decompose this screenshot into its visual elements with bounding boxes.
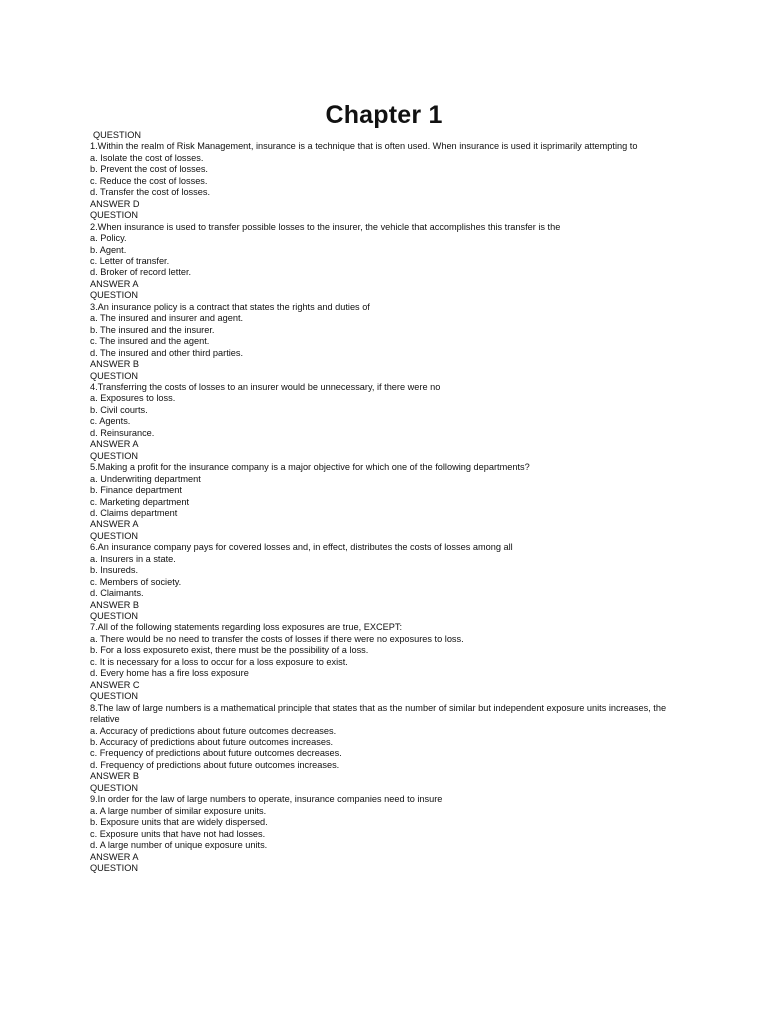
question-header: QUESTION [90, 450, 138, 461]
chapter-title: Chapter 1 [325, 101, 443, 129]
answer-option-c: c. Marketing department [90, 496, 190, 507]
answer-option-b: b. Civil courts. [90, 404, 148, 415]
question-stem: 3.An insurance policy is a contract that states the rights and duties of [90, 301, 370, 312]
question-header: QUESTION [90, 691, 138, 702]
question-block [90, 611, 690, 691]
question-header: QUESTION [90, 530, 138, 541]
answer-option-c: c. Members of society. [90, 576, 182, 587]
answer-option-b: b. Prevent the cost of losses. [90, 164, 208, 175]
answer-option-d: d. Claims department [90, 507, 178, 518]
question-block [90, 290, 690, 370]
question-block [90, 451, 690, 531]
answer-option-a: a. Isolate the cost of losses. [90, 152, 204, 163]
question-block [90, 371, 690, 451]
answer-option-d: d. A large number of unique exposure units. [90, 840, 268, 851]
answer-key: ANSWER A [90, 519, 139, 530]
question-header: QUESTION [90, 210, 138, 221]
answer-option-b: b. Exposure units that are widely dispersed. [90, 817, 268, 828]
answer-option-b: b. Insureds. [90, 565, 139, 576]
question-stem: 8.The law of large numbers is a mathematical principle that states that as the number of similar but independent exposure units increases, the relative [90, 702, 667, 725]
question-header: QUESTION [93, 130, 141, 140]
answer-key: ANSWER B [90, 599, 140, 610]
answer-key: ANSWER B [90, 771, 140, 782]
question-header: QUESTION [90, 782, 138, 793]
answer-option-d: d. Frequency of predictions about future outcomes increases. [90, 759, 340, 770]
answer-option-b: b. For a loss exposureto exist, there must be the possibility of a loss. [90, 645, 369, 656]
answer-key: ANSWER A [90, 439, 139, 450]
answer-option-d: d. Broker of record letter. [90, 267, 192, 278]
answer-option-a: a. Exposures to loss. [90, 393, 176, 404]
answer-key: ANSWER A [90, 278, 139, 289]
question-stem: 4.Transferring the costs of losses to an insurer would be unnecessary, if there were no [90, 381, 441, 392]
answer-key: ANSWER B [90, 359, 140, 370]
answer-option-a: a. Policy. [90, 233, 127, 244]
question-list [90, 130, 690, 874]
answer-option-c: c. Letter of transfer. [90, 255, 170, 266]
question-header: QUESTION [90, 290, 138, 301]
answer-option-a: a. Underwriting department [90, 473, 201, 484]
answer-option-d: d. The insured and other third parties. [90, 347, 244, 358]
answer-option-c: c. Agents. [90, 416, 131, 427]
answer-option-a: a. There would be no need to transfer the costs of losses if there were no exposures to loss. [90, 633, 464, 644]
answer-key: ANSWER C [90, 679, 140, 690]
answer-option-a: a. Accuracy of predictions about future outcomes decreases. [90, 725, 337, 736]
question-header: QUESTION [90, 611, 138, 622]
question-stem: 1.Within the realm of Risk Management, insurance is a technique that is often used. When insurance is used it isprimarily attempting to [90, 141, 638, 152]
question-block [90, 210, 690, 290]
answer-option-c: c. Reduce the cost of losses. [90, 175, 208, 186]
answer-option-c: c. Frequency of predictions about future outcomes decreases. [90, 748, 342, 759]
question-stem: 5.Making a profit for the insurance company is a major objective for which one of the following departments? [90, 462, 530, 473]
answer-option-c: c. It is necessary for a loss to occur for a loss exposure to exist. [90, 656, 348, 667]
answer-option-d: d. Every home has a fire loss exposure [90, 668, 249, 679]
answer-option-b: b. The insured and the insurer. [90, 324, 215, 335]
question-block [90, 130, 690, 210]
question-stem: 6.An insurance company pays for covered losses and, in effect, distributes the costs of losses among all [90, 542, 513, 553]
answer-option-c: c. The insured and the agent. [90, 336, 210, 347]
question-block [90, 783, 690, 863]
answer-option-a: a. The insured and insurer and agent. [90, 313, 244, 324]
answer-option-b: b. Accuracy of predictions about future outcomes increases. [90, 737, 334, 748]
question-header: QUESTION [90, 370, 138, 381]
answer-option-d: d. Reinsurance. [90, 427, 155, 438]
question-stem: 7.All of the following statements regarding loss exposures are true, EXCEPT: [90, 622, 403, 633]
question-stem: 2.When insurance is used to transfer possible losses to the insurer, the vehicle that accomplishes this transfer is the [90, 221, 561, 232]
answer-key: ANSWER D [90, 198, 140, 209]
answer-option-a: a. Insurers in a state. [90, 553, 176, 564]
question-stem: 9.In order for the law of large numbers to operate, insurance companies need to insure [90, 794, 443, 805]
answer-option-b: b. Finance department [90, 485, 182, 496]
answer-key: ANSWER A [90, 851, 139, 862]
answer-option-d: d. Claimants. [90, 588, 144, 599]
question-block [90, 531, 690, 611]
question-block [90, 691, 690, 783]
question-header: QUESTION [90, 863, 138, 873]
answer-option-c: c. Exposure units that have not had losses. [90, 828, 266, 839]
answer-option-a: a. A large number of similar exposure units. [90, 805, 267, 816]
answer-option-b: b. Agent. [90, 244, 127, 255]
answer-option-d: d. Transfer the cost of losses. [90, 187, 211, 198]
